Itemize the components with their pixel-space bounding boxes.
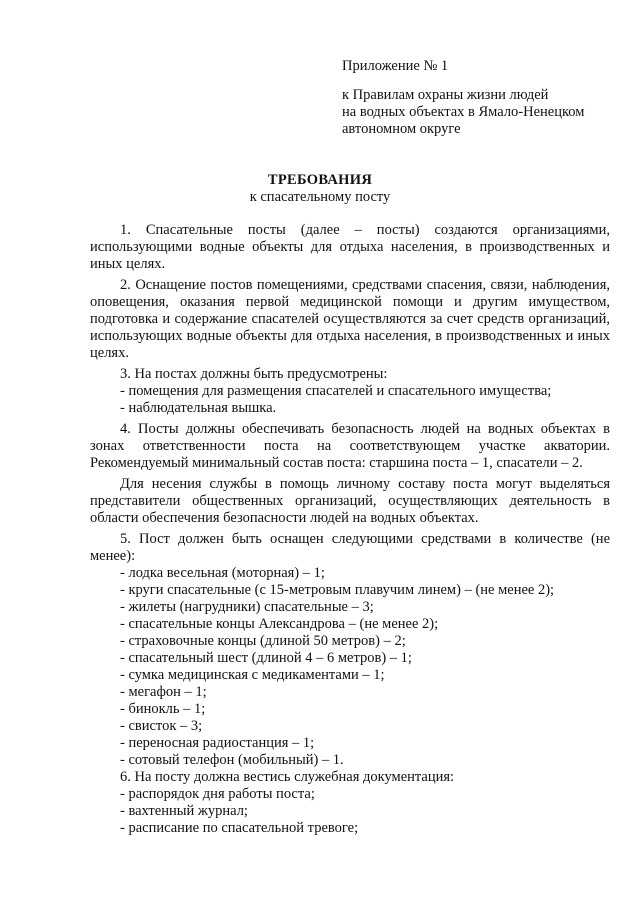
list-item: - страховочные концы (длиной 50 метров) – 2; [120,633,406,649]
appendix-line: на водных объектах в Ямало-Ненецком [342,104,585,120]
list-item: - круги спасательные (с 15-метровым плавучим линем) – (не менее 2); [120,582,555,598]
list-item: - свисток – 3; [120,718,203,734]
list-item: - спасательные концы Александрова – (не менее 2); [120,616,439,632]
document-body [90,222,610,837]
list-item: - расписание по спасательной тревоге; [120,820,359,836]
document-subtitle: к спасательному посту [249,189,391,205]
paragraph-5: 5. Пост должен быть оснащен следующими средствами в количестве (не менее): [90,531,610,564]
paragraph-4b: Для несения службы в помощь личному составу поста могут выделяться представители общественных организаций, осуществляющих деятельность в области обеспечения безопасности людей на водных объектах. [90,476,610,526]
paragraph-6: 6. На посту должна вестись служебная документация: [120,769,455,785]
list-item: - вахтенный журнал; [120,803,248,819]
list-item: - распорядок дня работы поста; [120,786,315,802]
paragraph-2: 2. Оснащение постов помещениями, средствами спасения, связи, наблюдения, оповещения, оказания первой медицинской помощи и другим имуществом, подготовка и содержание спасателей осуществляются за счет средств организаций, использующих водные объекты для отдыха населения, в производственных и иных целях. [90,277,610,361]
appendix-block [342,58,622,138]
document-heading [0,172,640,206]
list-item: - лодка весельная (моторная) – 1; [120,565,325,581]
list-item: - наблюдательная вышка. [120,400,277,416]
list-item: - переносная радиостанция – 1; [120,735,315,751]
paragraph-1: 1. Спасательные посты (далее – посты) создаются организациями, использующими водные объекты для отдыха населения, в производственных и иных целях. [90,222,610,272]
list-item: - бинокль – 1; [120,701,206,717]
list-item: - мегафон – 1; [120,684,207,700]
list-item: - сотовый телефон (мобильный) – 1. [120,752,344,768]
list-item: - жилеты (нагрудники) спасательные – 3; [120,599,374,615]
document-title: ТРЕБОВАНИЯ [267,172,373,188]
list-item: - помещения для размещения спасателей и спасательного имущества; [120,383,552,399]
paragraph-3: 3. На постах должны быть предусмотрены: [120,366,388,382]
appendix-line: к Правилам охраны жизни людей [342,87,549,103]
appendix-title: Приложение № 1 [342,58,449,74]
list-item: - спасательный шест (длиной 4 – 6 метров) – 1; [120,650,412,666]
paragraph-4: 4. Посты должны обеспечивать безопасность людей на водных объектах в зонах ответственности поста на соответствующем участке акватории. Рекомендуемый минимальный состав поста: старшина поста – 1, спасатели – 2. [90,421,610,471]
list-item: - сумка медицинская с медикаментами – 1; [120,667,385,683]
appendix-line: автономном округе [342,121,461,137]
